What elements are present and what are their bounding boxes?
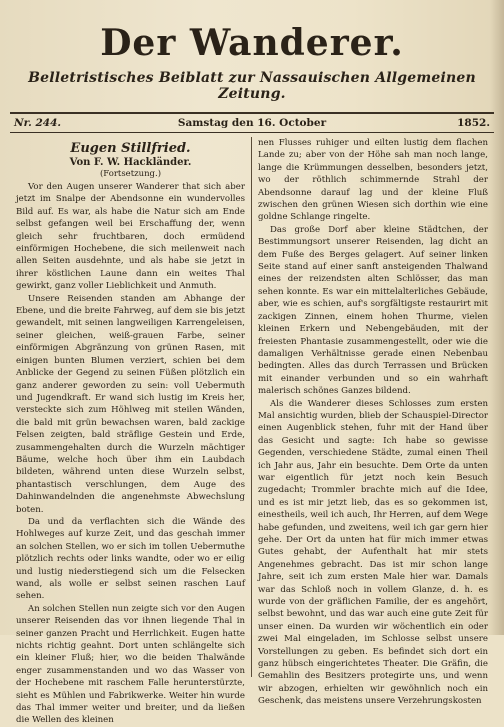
paragraph: Da und da verflachten sich die Wände des Hohlweges auf kurze Zeit, und das geschah immer an solchen Stellen, wo er sich im tollen Uebermuthe plötzlich rechts oder links wandte, oder wo er eilig und lustig niederstiegend sich um die Felsecken wand, als wolle er selbst seinen raschen Lauf sehen. <box>16 516 245 602</box>
story-continuation: (Fortsetzung.) <box>99 169 162 179</box>
issue-number: Nr. 244. <box>14 117 62 129</box>
issue-year: 1852. <box>457 117 490 129</box>
issue-date: Samstag den 16. October <box>177 117 327 129</box>
text-columns <box>10 137 494 726</box>
story-author: Von F. W. Hackländer. <box>69 157 192 168</box>
left-column <box>10 137 252 726</box>
paragraph: Als die Wanderer dieses Schlosses zum ersten Mal ansichtig wurden, blieb der Schauspiel-Director einen Augenblick stehen, fuhr mit der Hand über das Gesicht und sagte: Ich habe so gewisse Gegenden, verschiedene Städte, zumal einen Theil ich Jahr aus, Jahr ein besuchte. Dem Orte da unten war eigentlich für jetzt noch kein Besuch zugedacht; Trommler brachte mich auf die Idee, und es ist mir jetzt lieb, das es so gekommen ist, einestheils, weil ich auch, Ihr Herren, auf dem Wege habe gefunden, und zweitens, weil ich gar gern hier gehe. Der Ort da unten hat für mich immer etwas Gutes gehabt, der Aufenthalt hat mir stets Angenehmes gebracht. Das ist mir schon lange Jahre, seit ich zum ersten Male hier war. Damals war das Schloß noch in vollem Glanze, d. h. es wurde von der gräflichen Familie, der es angehört, selbst bewohnt, und das war auch eine gute Zeit für unser einen. Da wurden wir wöchentlich ein oder zwei Mal eingeladen, im Schlosse selbst unsere Vorstellungen zu geben. Es befindet sich dort ein ganz hübsch eingerichtetes Theater. Die Gräfin, die Gemahlin des Besitzers protegirte uns, und wenn wir abzogen, erhielten wir gewöhnlich noch ein Geschenk, das meistens unsere Verzehrungskosten <box>258 398 488 707</box>
paragraph: Unsere Reisenden standen am Abhange der Ebene, und die breite Fahrweg, auf dem sie bis jetzt gewandelt, mit seinen langweiligen Karrengeleisen, seiner gleichen, weiß-grauen Farbe, seiner einförmigen Abgränzung von grünen Rasen, mit einigen bunten Blumen verziert, schien bei dem Anblicke der Gegend zu seinen Füßen plötzlich ein ganz anderer geworden zu sein: voll Uebermuth und Jugendkraft. Er wand sich lustig im Kreis her, versteckte sich zum Höhlweg mit steilen Wänden, die bald mit grün bewachsen waren, bald zackige Felsen zeigten, bald sträflige Gestein und Erde, zusammengehalten durch die Wurzeln mächtiger Bäume, welche hoch über ihm ein Laubdach bildeten, während unten diese Wurzeln selbst, phantastisch verschlungen, dem Auge des Dahinwandelnden die angenehmste Abwechslung boten. <box>16 293 245 515</box>
masthead-subtitle: Belletristisches Beiblatt zur Nassauischen Allgemeinen Zeitung. <box>28 70 476 102</box>
masthead-title: Der Wanderer. <box>100 22 404 64</box>
right-column <box>252 137 494 707</box>
paragraph: Vor den Augen unserer Wanderer that sich aber jetzt im Snalpe der Abendsonne ein wundervolles Bild auf. Es war, als habe die Natur sich am Ende selbst gefangen weil bei Erschaffung der, wenn gleich sehr fruchtbaren, doch ermüdend einförmigen Hochebene, die sich meilenweit nach allen Seiten ausdehnte, und als habe sie jetzt in ihrer köstlichen Laune dann ein weites Thal gewirkt, ganz voller Lieblichkeit und Anmuth. <box>16 182 245 292</box>
page-edge-shadow <box>490 0 504 635</box>
paragraph: nen Flusses ruhiger und eilten lustig dem flachen Lande zu; aber von der Höhe sah man noch lange, lange die Krümmungen desselben, besonders jetzt, wo der röthlich schimmernde Strahl der Abendsonne darauf lag und der kleine Fluß zwischen den grünen Wiesen sich dorthin wie eine goldne Schlange ringelte. <box>258 138 488 223</box>
issue-bar <box>10 112 494 133</box>
paragraph: An solchen Stellen nun zeigte sich vor den Augen unserer Reisenden das vor ihnen liegende Thal in seiner ganzen Pracht und Herrlichkeit. Eugen hatte nichts richtig geahnt. Dort unten schlängelte sich ein kleiner Fluß; hier, wo die beiden Thalwände enger zusammenstanden und wo das Wasser von der Hochebene mit raschem Falle herunterstürzte, sieht es Mühlen und Fabrikwerke. Weiter hin wurde das Thal immer weiter und breiter, und da ließen die Wellen des kleinen <box>16 603 245 726</box>
paragraph: Das große Dorf aber kleine Städtchen, der Bestimmungsort unserer Reisenden, lag dicht an dem Fuße des Berges gelagert. Auf seiner linken Seite stand auf einer sanft ansteigenden Thalwand eines der reizendsten alten Schlösser, das man sehen konnte. Es war ein mittelalterliches Gebäude, aber, wie es schien, auf's sorgfältigste restaurirt mit zackigen Zinnen, einem hohen Thurme, vielen kleinen Erkern und Nebengebäuden, mit der freiesten Phantasie zusammengestellt, oder wie die damaligen Verhältnisse gerade einen Nebenbau bedingten. Alles das durch Terrassen und Brücken mit einander verbunden und so ein wahrhaft malerisch schönes Ganzes bildend. <box>258 224 488 397</box>
story-title: Eugen Stillfried. <box>70 141 191 156</box>
